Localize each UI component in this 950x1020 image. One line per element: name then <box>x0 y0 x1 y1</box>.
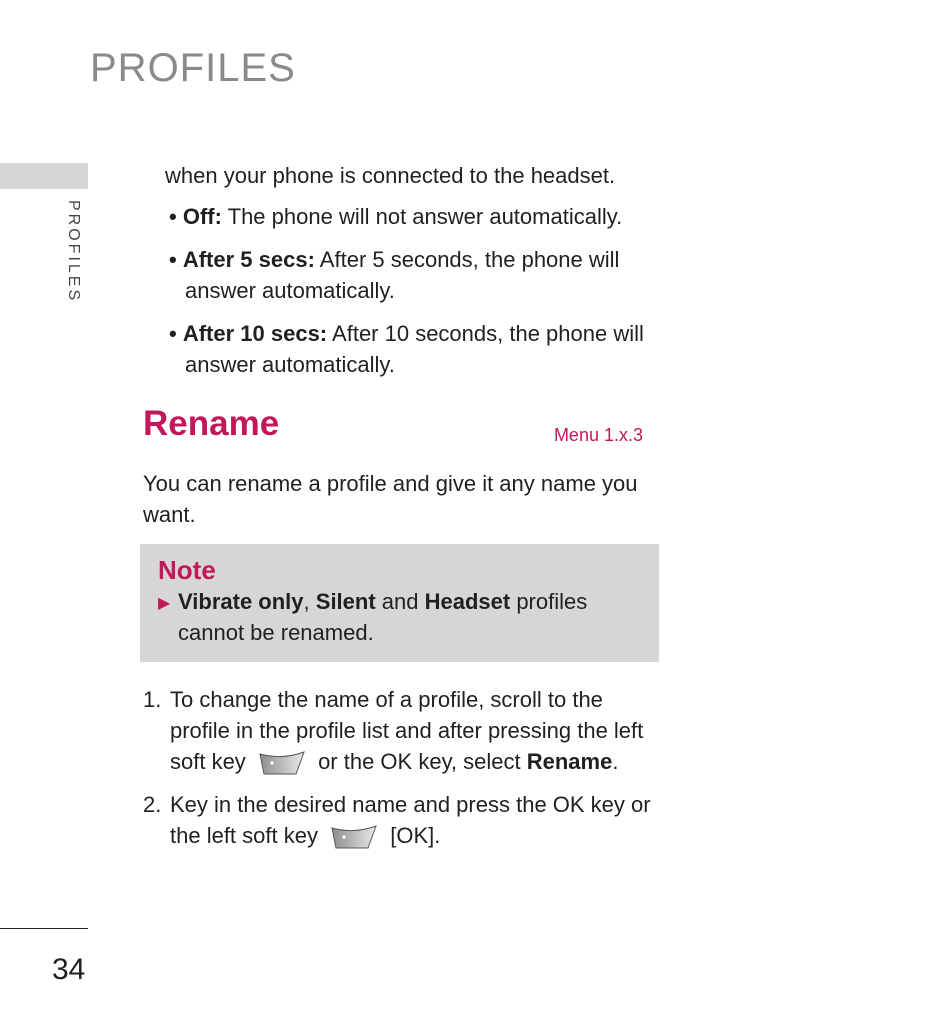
bullet-label: After 5 secs: <box>182 247 315 272</box>
section-description: You can rename a profile and give it any name you want. <box>143 471 638 527</box>
step-item <box>143 789 663 851</box>
side-section-label: PROFILES <box>65 200 82 304</box>
bullet-icon: • <box>169 321 177 346</box>
page-number: 34 <box>52 953 86 986</box>
step-number: 2. <box>143 792 162 817</box>
triangle-arrow-icon: ▶ <box>158 595 171 612</box>
note-text: and <box>375 589 425 614</box>
step-text: To change the name of a profile, scroll to the profile in the profile list and after pressing the left soft key <box>170 687 644 774</box>
list-item-after-5-secs <box>169 244 663 306</box>
bullet-label: After 10 secs: <box>182 321 328 346</box>
bullet-text: After 10 seconds, the phone will answer automatically. <box>185 321 644 377</box>
bullet-icon: • <box>169 204 177 229</box>
menu-reference: Menu 1.x.3 <box>553 425 643 445</box>
answer-options-list <box>143 201 663 380</box>
step-text: [OK]. <box>390 823 441 848</box>
section-title: Rename <box>143 404 280 443</box>
note-bold-vibrate-only: Vibrate only <box>178 589 304 614</box>
step-text: Key in the desired name and press the OK key or the left soft key <box>170 792 651 848</box>
note-box <box>140 544 659 662</box>
left-soft-key-icon <box>330 824 378 850</box>
bullet-text: After 5 seconds, the phone will answer automatically. <box>185 247 620 303</box>
intro-text: when your phone is connected to the headset. <box>165 163 616 188</box>
step-number: 1. <box>143 687 162 712</box>
section-heading-row <box>143 404 663 456</box>
list-item-after-10-secs <box>169 318 663 380</box>
note-text: , <box>303 589 316 614</box>
step-item <box>143 684 663 777</box>
note-bold-silent: Silent <box>315 589 376 614</box>
rename-steps <box>143 684 663 851</box>
note-text: profiles cannot be renamed. <box>178 589 588 645</box>
page-header-title: PROFILES <box>90 46 296 90</box>
bullet-text: The phone will not answer automatically. <box>221 204 623 229</box>
left-soft-key-icon <box>258 750 306 776</box>
note-title: Note <box>158 555 216 585</box>
bullet-label: Off: <box>182 204 222 229</box>
step-bold: Rename <box>526 749 613 774</box>
bullet-icon: • <box>169 247 177 272</box>
note-bold-headset: Headset <box>424 589 511 614</box>
list-item-off <box>169 201 663 232</box>
page-content <box>143 160 663 863</box>
step-text: . <box>612 749 619 774</box>
step-text: or the OK key, select <box>318 749 527 774</box>
side-tab-marker <box>0 163 88 189</box>
footer-divider <box>0 928 88 929</box>
note-body <box>158 586 643 648</box>
